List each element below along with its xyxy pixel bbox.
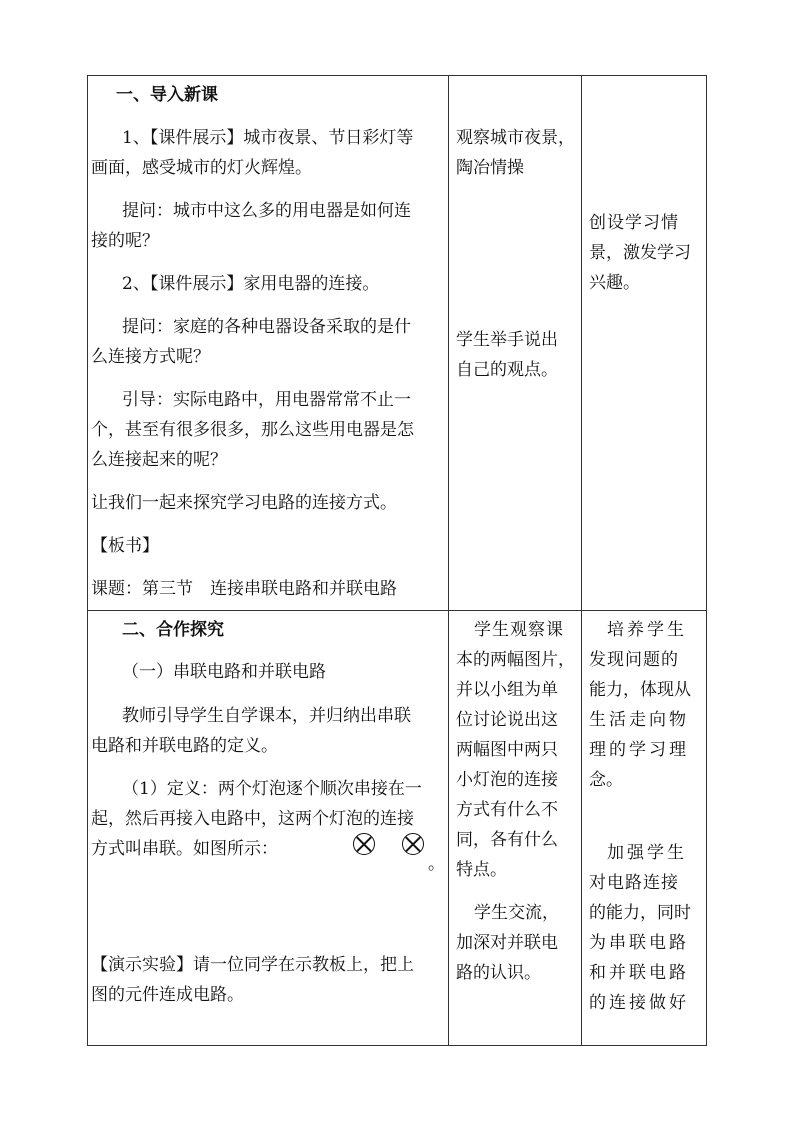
teacher-activity-cell [88, 611, 449, 1046]
text-line: 1、【课件展示】城市夜景、节日彩灯等 [122, 128, 414, 148]
design-intent-cell [582, 76, 707, 611]
text-line: 景，激发学习 [589, 243, 691, 263]
text-line: 图的元件连成电路。 [91, 985, 244, 1005]
board-label: 【板书】 [91, 536, 159, 556]
text-line: 陶冶情操 [456, 158, 524, 178]
text-line: 提问：城市中这么多的用电器是如何连 [122, 201, 411, 221]
text-line: 加强学生 [607, 843, 687, 863]
text-line: 2、【课件展示】家用电器的连接。 [122, 274, 380, 294]
section-heading-explore: 二、合作探究 [122, 620, 224, 640]
text-line: 生活走向物 [589, 710, 689, 730]
text-line: 学生交流， [474, 903, 559, 923]
text-line: 创设学习情 [589, 213, 679, 233]
text-line: 学生举手说出 [456, 330, 558, 350]
lesson-title-line: 课题：第三节 连接串联电路和并联电路 [91, 579, 397, 599]
text-line: 培养学生 [607, 620, 687, 640]
text-line: 发现问题的 [589, 650, 679, 670]
text-line: 提问：家庭的各种电器设备采取的是什 [122, 317, 411, 337]
text-line: （1）定义：两个灯泡逐个顺次串接在一 [122, 779, 422, 799]
text-line: 对电路连接 [589, 873, 679, 893]
text-line: 本的两幅图片， [456, 650, 575, 670]
text-line: 引导：实际电路中，用电器常常不止一 [122, 390, 411, 410]
text-line: 加深对并联电 [456, 933, 558, 953]
teacher-activity-cell [88, 76, 449, 611]
table-row-explore [88, 611, 707, 1046]
text-line: 位讨论说出这 [456, 710, 558, 730]
bulb-symbol-icon [353, 833, 375, 855]
text-line: 并以小组为单 [456, 680, 558, 700]
text-line: 教师引导学生自学课本，并归纳出串联 [122, 706, 411, 726]
text-line: 路的认识。 [456, 963, 541, 983]
text-line: 起，然后再接入电路中，这两个灯泡的连接 [91, 809, 414, 829]
text-line: 让我们一起来探究学习电路的连接方式。 [91, 493, 397, 513]
text-line: 理的学习理 [589, 740, 689, 760]
text-line: 个，甚至有很多很多，那么这些用电器是怎 [91, 420, 414, 440]
text-line: 能力，体现从 [589, 680, 691, 700]
text-line: 电路和并联电路的定义。 [91, 736, 278, 756]
text-line: 念。 [589, 770, 623, 790]
text-line: 【演示实验】请一位同学在示教板上，把上 [91, 955, 414, 975]
text-line: 观察城市夜景， [456, 128, 575, 148]
text-line: 画面，感受城市的灯火辉煌。 [91, 158, 312, 178]
student-activity-cell [449, 611, 582, 1046]
text-line: 两幅图中两只 [456, 740, 558, 760]
design-intent-cell [582, 611, 707, 1046]
student-activity-cell [449, 76, 582, 611]
text-line: 的连接做好 [589, 993, 689, 1013]
text-line: 和并联电路 [589, 963, 689, 983]
lesson-plan-table [87, 75, 707, 1046]
text-line: 的能力，同时 [589, 903, 691, 923]
text-line: 方式有什么不 [456, 800, 558, 820]
text-line: 方式叫串联。如图所示： [91, 839, 278, 859]
section-heading-intro: 一、导入新课 [116, 85, 218, 105]
bulb-symbol-icon [402, 833, 424, 855]
text-line: 小灯泡的连接 [456, 770, 558, 790]
table-row-intro [88, 76, 707, 611]
text-line: 自己的观点。 [456, 360, 558, 380]
diagram-period: 。 [428, 854, 445, 874]
text-line: 么连接方式呢？ [91, 347, 210, 367]
text-line: 接的呢？ [91, 231, 159, 251]
text-line: 学生观察课 [474, 620, 564, 640]
text-line: 特点。 [456, 860, 507, 880]
text-line: （一）串联电路和并联电路 [122, 662, 326, 682]
text-line: 么连接起来的呢？ [91, 450, 227, 470]
text-line: 为串联电路 [589, 933, 689, 953]
text-line: 同，各有什么 [456, 830, 558, 850]
text-line: 兴趣。 [589, 273, 640, 293]
